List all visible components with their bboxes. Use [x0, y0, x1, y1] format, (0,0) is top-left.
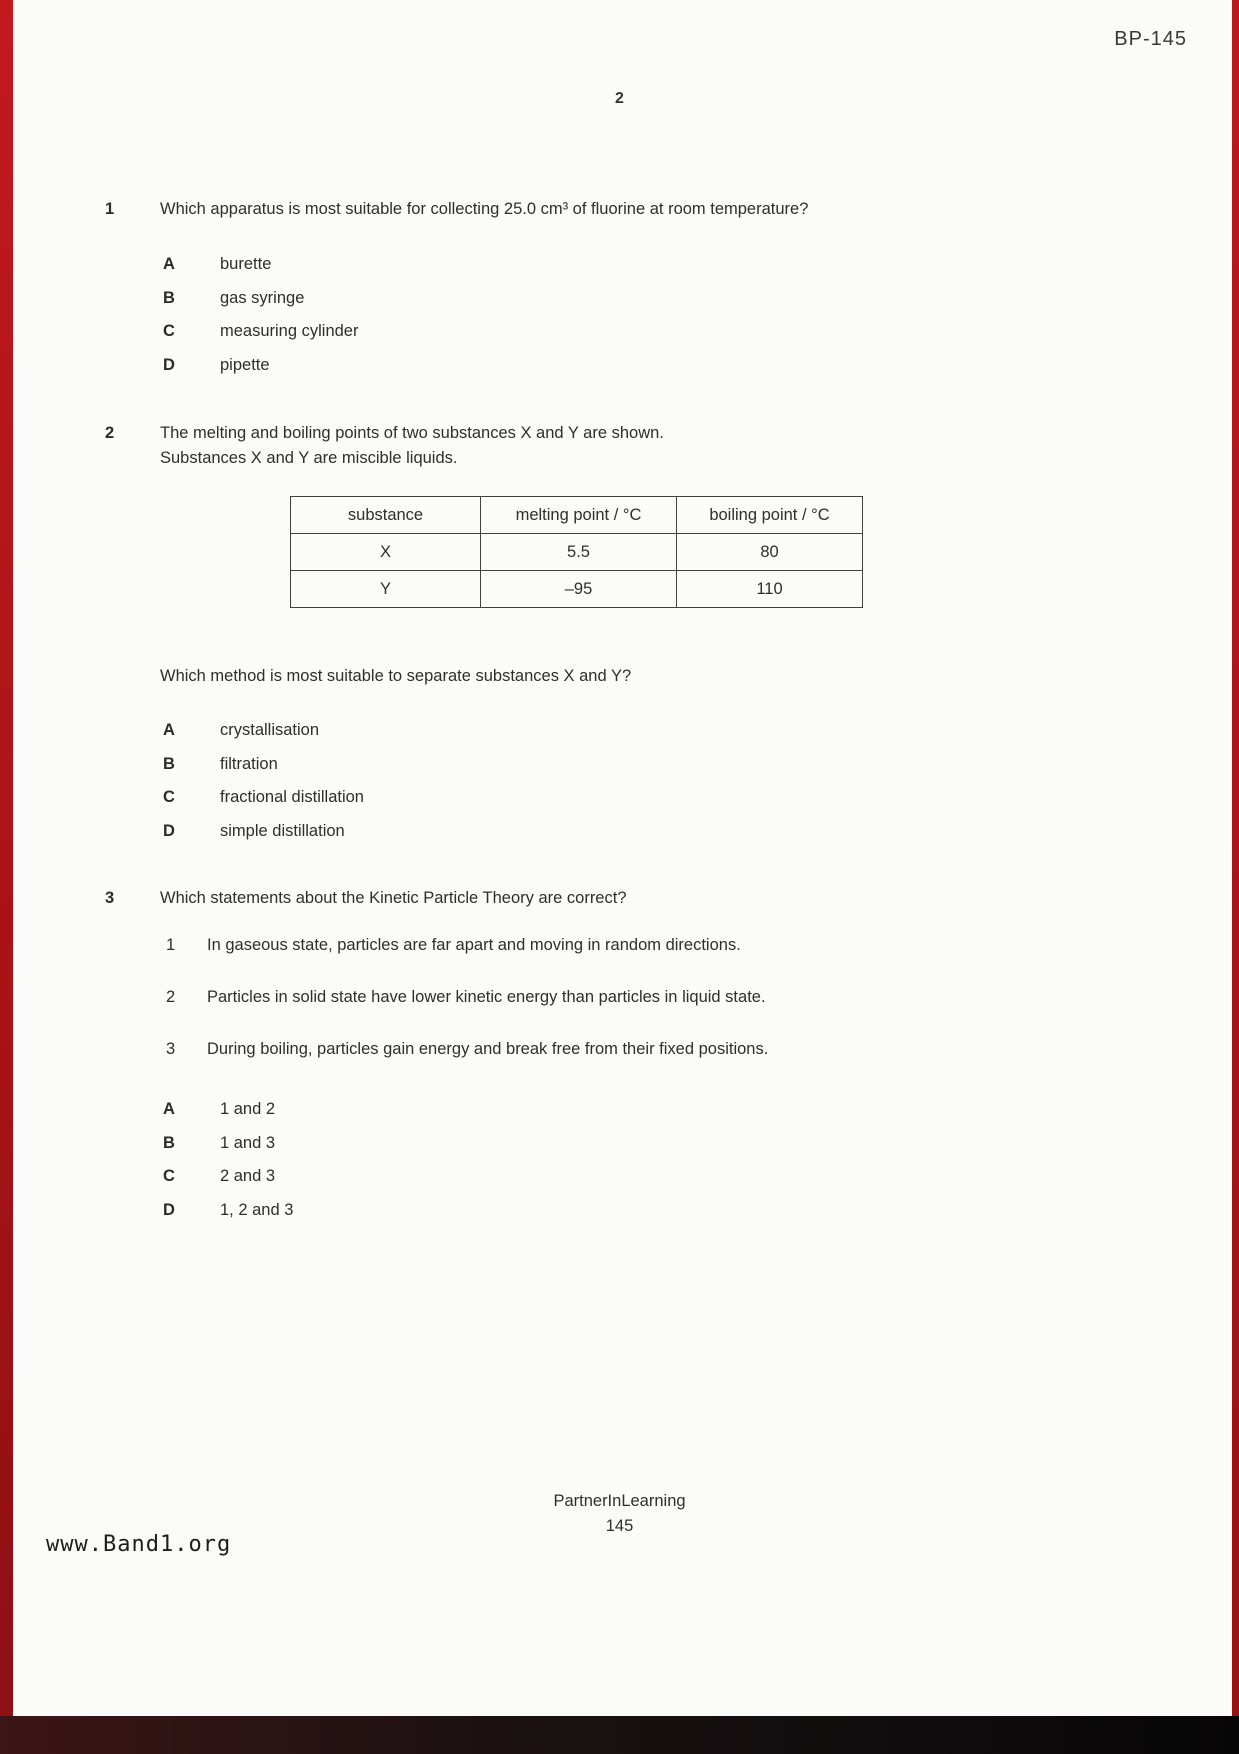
table-header-cell: substance — [291, 497, 481, 534]
question-3-options — [163, 1093, 293, 1227]
paper-code: BP-145 — [1114, 28, 1187, 50]
option-row — [163, 714, 364, 748]
option-row — [163, 282, 358, 316]
option-letter: B — [163, 288, 175, 307]
watermark-url: www.Band1.org — [46, 1532, 232, 1557]
table-cell: 5.5 — [481, 534, 677, 571]
option-text: fractional distillation — [220, 788, 364, 807]
table-cell: 80 — [677, 534, 863, 571]
option-text: filtration — [220, 754, 278, 773]
footer-brand: PartnerInLearning — [553, 1492, 686, 1510]
table-header-cell: melting point / °C — [481, 497, 677, 534]
question-2-subquestion: Which method is most suitable to separate substances X and Y? — [160, 667, 632, 685]
question-2-stem — [105, 421, 1115, 471]
table-cell: –95 — [481, 571, 677, 608]
option-text: pipette — [220, 355, 270, 374]
question-3-stem — [105, 886, 1115, 911]
option-letter: D — [163, 821, 175, 840]
option-letter: C — [163, 322, 175, 341]
statement-text: During boiling, particles gain energy and break free from their fixed positions. — [207, 1040, 769, 1058]
option-text: simple distillation — [220, 821, 345, 840]
question-number: 1 — [105, 200, 115, 218]
option-letter: B — [163, 754, 175, 773]
option-text: 1, 2 and 3 — [220, 1200, 294, 1219]
option-text: 1 and 2 — [220, 1100, 276, 1119]
option-row — [163, 1194, 293, 1228]
question-text-line1: The melting and boiling points of two substances X and Y are shown. — [160, 424, 664, 442]
option-row — [163, 781, 364, 815]
option-row — [163, 1160, 293, 1194]
statement-text: Particles in solid state have lower kinetic energy than particles in liquid state. — [207, 988, 766, 1006]
option-letter: B — [163, 1133, 175, 1152]
table-cell: X — [291, 534, 481, 571]
question-1-options — [163, 248, 358, 382]
option-text: crystallisation — [220, 721, 320, 740]
table-header-cell: boiling point / °C — [677, 497, 863, 534]
melting-boiling-table — [290, 496, 863, 608]
statement-row — [166, 1038, 1106, 1060]
option-row — [163, 315, 358, 349]
question-text — [160, 421, 1115, 471]
option-text: burette — [220, 255, 272, 274]
option-letter: D — [163, 1200, 175, 1219]
statement-number: 2 — [166, 988, 176, 1006]
option-letter: D — [163, 355, 175, 374]
scan-edge-bottom — [0, 1716, 1239, 1754]
page-number: 2 — [615, 90, 624, 107]
question-number: 2 — [105, 424, 115, 442]
option-row — [163, 349, 358, 383]
option-text: 1 and 3 — [220, 1133, 276, 1152]
option-letter: A — [163, 721, 175, 740]
table-row — [291, 571, 863, 608]
statement-row — [166, 986, 1106, 1008]
option-row — [163, 748, 364, 782]
table-cell: 110 — [677, 571, 863, 608]
table-row — [291, 534, 863, 571]
statement-row — [166, 934, 1106, 956]
option-text: gas syringe — [220, 288, 305, 307]
option-letter: C — [163, 788, 175, 807]
option-row — [163, 815, 364, 849]
statement-number: 3 — [166, 1040, 176, 1058]
footer-page-number: 145 — [605, 1517, 634, 1535]
option-letter: C — [163, 1167, 175, 1186]
option-text: measuring cylinder — [220, 322, 359, 341]
question-text: Which apparatus is most suitable for collecting 25.0 cm³ of fluorine at room temperature? — [160, 200, 809, 218]
option-row — [163, 248, 358, 282]
statement-number: 1 — [166, 936, 176, 954]
question-3-statements — [166, 934, 1106, 1090]
question-text-line2: Substances X and Y are miscible liquids. — [160, 449, 458, 467]
question-1-stem — [105, 197, 1115, 222]
option-letter: A — [163, 255, 175, 274]
table-header-row — [291, 497, 863, 534]
question-2-options — [163, 714, 364, 848]
option-text: 2 and 3 — [220, 1167, 276, 1186]
question-number: 3 — [105, 889, 115, 907]
statement-text: In gaseous state, particles are far apart and moving in random directions. — [207, 936, 741, 954]
option-row — [163, 1093, 293, 1127]
option-row — [163, 1127, 293, 1161]
question-text: Which statements about the Kinetic Particle Theory are correct? — [160, 889, 627, 907]
option-letter: A — [163, 1100, 175, 1119]
table-cell: Y — [291, 571, 481, 608]
